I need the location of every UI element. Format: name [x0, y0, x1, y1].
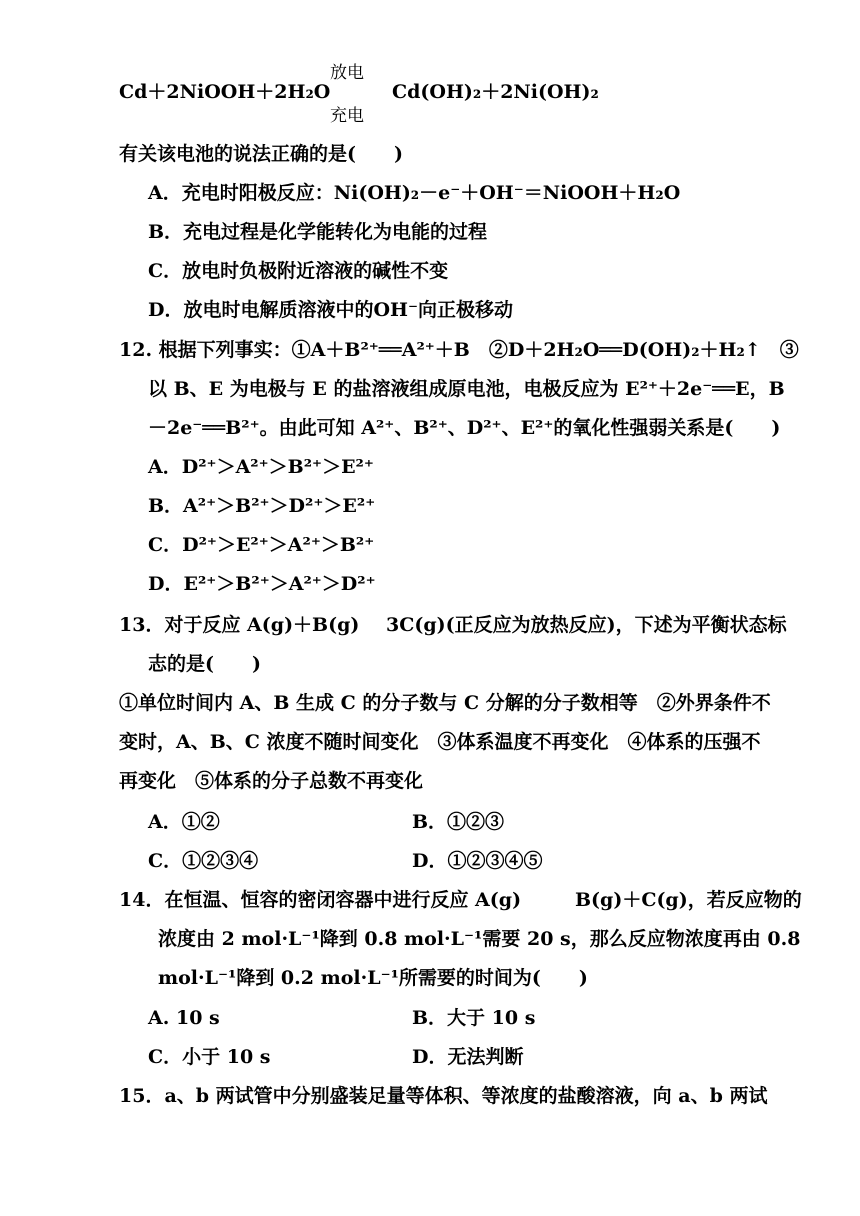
- q11-option-a: A．充电时阳极反应：Ni(OH)₂－e⁻＋OH⁻＝NiOOH＋H₂O: [148, 182, 681, 204]
- q11-option-c: C．放电时负极附近溶液的碱性不变: [148, 260, 449, 282]
- q14-line-1b: B(g)＋C(g)，若反应物的: [575, 889, 802, 911]
- q12-option-b: B．A²⁺＞B²⁺＞D²⁺＞E²⁺: [148, 495, 376, 517]
- q12-option-a: A．D²⁺＞A²⁺＞B²⁺＞E²⁺: [148, 456, 374, 478]
- q14-option-a: A. 10 s: [148, 1007, 220, 1029]
- q13-option-d: D．①②③④⑤: [412, 850, 543, 872]
- q13-body-2: 变时，A、B、C 浓度不随时间变化 ③体系温度不再变化 ④体系的压强不: [119, 731, 761, 753]
- q12-option-c: C．D²⁺＞E²⁺＞A²⁺＞B²⁺: [148, 534, 375, 556]
- q13-line-2: 志的是( ): [148, 653, 261, 675]
- q14-line-1a: 14．在恒温、恒容的密闭容器中进行反应 A(g): [119, 889, 522, 911]
- q13-option-a: A．①②: [148, 811, 220, 833]
- q12-line-1: 12. 根据下列事实：①A＋B²⁺══A²⁺＋B ②D＋2H₂O══D(OH)₂＋H₂↑ ③: [119, 339, 799, 361]
- q11-stem: 有关该电池的说法正确的是( ): [119, 143, 403, 165]
- q13-option-c: C．①②③④: [148, 850, 259, 872]
- q11-equation-top-label: 放电: [330, 63, 364, 83]
- q12-option-d: D．E²⁺＞B²⁺＞A²⁺＞D²⁺: [148, 573, 376, 595]
- q13-option-b: B．①②③: [412, 811, 505, 833]
- q14-option-c: C．小于 10 s: [148, 1046, 271, 1068]
- q13-body-1: ①单位时间内 A、B 生成 C 的分子数与 C 分解的分子数相等 ②外界条件不: [119, 692, 771, 714]
- q15-line-1: 15．a、b 两试管中分别盛装足量等体积、等浓度的盐酸溶液，向 a、b 两试: [119, 1085, 768, 1107]
- q11-equation-bottom-label: 充电: [330, 106, 364, 126]
- q14-option-b: B．大于 10 s: [412, 1007, 536, 1029]
- q11-option-d: D．放电时电解质溶液中的OH⁻向正极移动: [148, 299, 514, 321]
- q13-body-3: 再变化 ⑤体系的分子总数不再变化: [119, 770, 424, 792]
- q12-line-2: 以 B、E 为电极与 E 的盐溶液组成原电池，电极反应为 E²⁺＋2e⁻══E，B: [148, 378, 785, 400]
- q14-line-2: 浓度由 2 mol·L⁻¹降到 0.8 mol·L⁻¹需要 20 s，那么反应物浓度再由 0.8: [158, 928, 801, 950]
- q12-line-3: －2e⁻══B²⁺。由此可知 A²⁺、B²⁺、D²⁺、E²⁺的氧化性强弱关系是( ): [148, 417, 781, 439]
- q11-equation-right: Cd(OH)₂＋2Ni(OH)₂: [392, 81, 599, 103]
- q13-line-1a: 13．对于反应 A(g)＋B(g): [119, 614, 360, 636]
- q14-option-d: D．无法判断: [412, 1046, 524, 1068]
- q13-line-1b: 3C(g)(正反应为放热反应)，下述为平衡状态标: [386, 614, 787, 636]
- q14-line-3: mol·L⁻¹降到 0.2 mol·L⁻¹所需要的时间为( ): [158, 967, 588, 989]
- q11-option-b: B．充电过程是化学能转化为电能的过程: [148, 221, 488, 243]
- q11-equation-left: Cd＋2NiOOH＋2H₂O: [119, 81, 331, 103]
